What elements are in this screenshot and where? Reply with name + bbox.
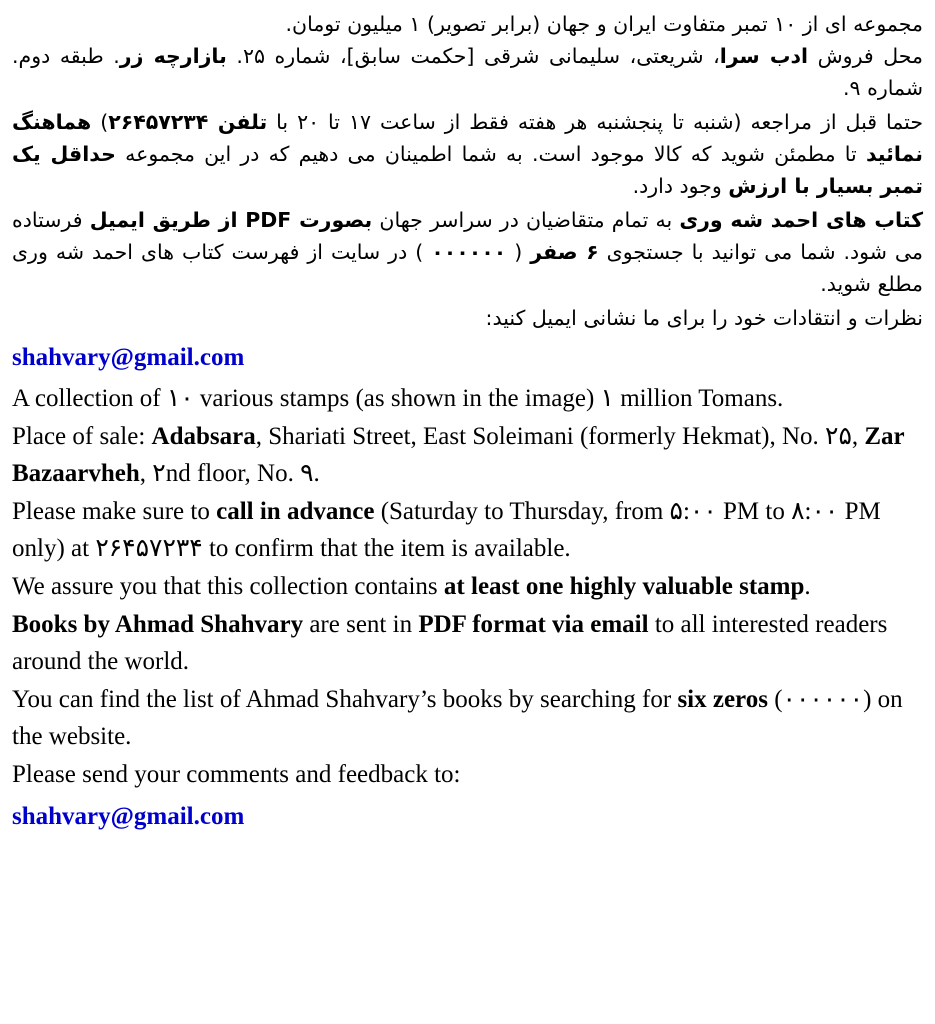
english-paragraph-price: A collection of ۱۰ various stamps (as shown in the image) ۱ million Tomans. bbox=[12, 385, 784, 412]
persian-text-block bbox=[12, 8, 923, 334]
persian-paragraph-books: کتاب های احمد شه وری به تمام متقاضیان در سراسر جهان بصورت PDF از طریق ایمیل فرستاده می شود. شما می توانید با جستجوی ۶ صفر ( ۰۰۰۰۰۰ ) در سایت از فهرست کتاب های احمد شه وری مطلع شوید. bbox=[12, 208, 923, 296]
email-address-top[interactable]: shahvary@gmail.com bbox=[12, 344, 245, 371]
english-paragraph-books: Books by Ahmad Shahvary are sent in PDF format via email to all interested readers around the world. bbox=[12, 611, 888, 675]
english-text-block bbox=[12, 380, 923, 793]
english-paragraph-assurance: We assure you that this collection contains at least one highly valuable stamp. bbox=[12, 573, 811, 600]
persian-paragraph-price: مجموعه ای از ۱۰ تمبر متفاوت ایران و جهان (برابر تصویر) ۱ میلیون تومان. bbox=[285, 12, 923, 36]
english-paragraph-appointment: Please make sure to call in advance (Saturday to Thursday, from ۵:۰۰ PM to ۸:۰۰ PM only) at ۲۶۴۵۷۲۳۴ to confirm that the item is available. bbox=[12, 498, 881, 562]
english-paragraph-search: You can find the list of Ahmad Shahvary’s books by searching for six zeros (۰۰۰۰۰۰) on the website. bbox=[12, 686, 903, 750]
english-paragraph-feedback: Please send your comments and feedback to: bbox=[12, 761, 461, 788]
english-paragraph-address: Place of sale: Adabsara, Shariati Street, East Soleimani (formerly Hekmat), No. ۲۵, Zar Bazaarvheh, ۲nd floor, No. ۹. bbox=[12, 423, 905, 487]
persian-paragraph-feedback: نظرات و انتقادات خود را برای ما نشانی ایمیل کنید: bbox=[485, 306, 923, 330]
persian-paragraph-address: محل فروش ادب سرا، شریعتی، سلیمانی شرقی [حکمت سابق]، شماره ۲۵. بازارچه زر. طبقه دوم. شماره ۹. bbox=[12, 44, 923, 100]
email-address-bottom[interactable]: shahvary@gmail.com bbox=[12, 803, 245, 830]
persian-paragraph-appointment: حتما قبل از مراجعه (شنبه تا پنجشنبه هر هفته فقط از ساعت ۱۷ تا ۲۰ با تلفن ۲۶۴۵۷۲۳۴) هماهنگ نمائید تا مطمئن شوید که کالا موجود است. به شما اطمینان می دهیم که در این مجموعه حداقل یک تمبر بسیار با ارزش وجود دارد. bbox=[12, 110, 923, 198]
